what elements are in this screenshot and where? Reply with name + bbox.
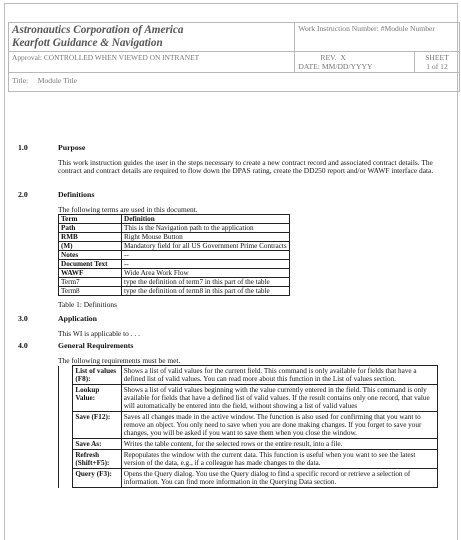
table-row	[59, 260, 290, 269]
rev-label: REV.	[320, 53, 337, 62]
requirement-desc: Writes the table content, for the selected rows or the entire result, into a file.	[121, 439, 437, 450]
table-row	[59, 439, 438, 450]
section-title: Purpose	[58, 143, 86, 152]
rev-value: X	[340, 53, 346, 62]
table-spacer	[59, 366, 73, 385]
requirement-desc: Opens the Query dialog. You use the Query dialog to find a specific record or retrieve a selection of information. You can find more information in the Querying Data section.	[121, 469, 437, 488]
requirements-table	[58, 365, 438, 488]
definition-cell: This is the Navigation path to the application	[122, 224, 290, 233]
definitions-table	[58, 214, 290, 296]
sheet-cell	[415, 52, 460, 73]
requirement-desc: Shows a list of valid values for the current field. This command is only available for fields that have a defined list of valid values. You can read more about this function in the List of values section.	[121, 366, 437, 385]
section-title: General Requirements	[58, 341, 134, 350]
term-cell: (M)	[59, 242, 122, 251]
company-cell	[9, 23, 295, 52]
title-cell	[9, 73, 460, 92]
title-label: Title:	[12, 76, 29, 85]
requirement-key: List of values (F8):	[73, 366, 121, 385]
term-cell: Document Text	[59, 260, 122, 269]
requirement-key: Save As:	[73, 439, 121, 450]
section-number: 3.0	[18, 314, 28, 323]
table-spacer	[59, 385, 73, 412]
requirement-key: Query (F3):	[73, 469, 121, 488]
table-spacer	[59, 439, 73, 450]
purpose-text: This work instruction guides the user in the steps necessary to create a new contract record and associated contract details. The contract and contract details are required to flow down the DPAS rating, create the DD250 report and/or WAWF interface data.	[58, 158, 434, 176]
title-value: Module Title	[37, 76, 78, 85]
term-cell: Term8	[59, 287, 122, 296]
table-row	[59, 233, 290, 242]
requirement-key: Refresh (Shift+F5):	[73, 450, 121, 469]
term-cell: RMB	[59, 233, 122, 242]
table-row	[59, 450, 438, 469]
application-text: This WI is applicable to . . .	[58, 329, 140, 338]
section-number: 4.0	[18, 341, 28, 350]
definition-cell: Wide Area Work Flow	[122, 269, 290, 278]
term-cell: Notes	[59, 251, 122, 260]
table-row	[59, 366, 438, 385]
table-row	[59, 412, 438, 439]
definitions-intro: The following terms are used in this document.	[58, 205, 198, 214]
definitions-caption: Table 1: Definitions	[58, 300, 118, 309]
requirement-desc: Shows a list of valid values beginning with the value currently entered in the field. This command is only available for fields that have a defined list of valid values. If the result contains only one record, that value will automatically be entered into the field, without showing a list of valid values	[121, 385, 437, 412]
requirement-desc: Saves all changes made in the active window. The function is also used for confirming that you want to remove an object. You only need to save when you are done making changes. If you forget to save your changes, you will be asked if you want to save them when you close the window.	[121, 412, 437, 439]
work-instruction-number-cell	[295, 23, 460, 52]
date-label: DATE:	[298, 62, 320, 71]
definition-cell: type the definition of term8 in this part of the table	[122, 287, 290, 296]
table-row	[59, 224, 290, 233]
definition-cell: Right Mouse Button	[122, 233, 290, 242]
table-row	[59, 269, 290, 278]
requirement-desc: Repopulates the window with the current data. This function is useful when you want to see the latest version of the data, e.g., if a colleague has made changes to the data.	[121, 450, 437, 469]
document-header	[8, 22, 460, 92]
company-name-line1: Astronautics Corporation of America	[12, 24, 184, 36]
table-row	[59, 242, 290, 251]
wi-value: #Module Number	[380, 24, 435, 33]
table-row	[59, 251, 290, 260]
section-number: 1.0	[18, 143, 28, 152]
term-cell: Term7	[59, 278, 122, 287]
approval-text: Approval: CONTROLLED WHEN VIEWED ON INTRANET	[12, 53, 200, 62]
table-header-row	[59, 215, 290, 224]
definition-cell: --	[122, 260, 290, 269]
table-spacer	[59, 469, 73, 488]
table-spacer	[59, 450, 73, 469]
sheet-label: SHEET	[425, 53, 449, 62]
approval-cell	[9, 52, 295, 73]
section-title: Application	[58, 314, 97, 323]
wi-label: Work Instruction Number:	[298, 24, 379, 33]
definition-cell: type the definition of term7 in this part of the table	[122, 278, 290, 287]
requirement-key: Lookup Value:	[73, 385, 121, 412]
term-cell: WAWF	[59, 269, 122, 278]
section-title: Definitions	[58, 190, 95, 199]
section-number: 2.0	[18, 190, 28, 199]
header-term: Term	[59, 215, 122, 224]
requirement-key: Save (F12):	[73, 412, 121, 439]
general-intro: The following requirements must be met.	[58, 356, 181, 365]
rev-date-cell	[295, 52, 415, 73]
sheet-value: 1 of 12	[426, 62, 448, 71]
table-row	[59, 385, 438, 412]
table-row	[59, 287, 290, 296]
term-cell: Path	[59, 224, 122, 233]
table-row	[59, 469, 438, 488]
definition-cell: Mandatory field for all US Government Prime Contracts	[122, 242, 290, 251]
table-spacer	[59, 412, 73, 439]
header-definition: Definition	[122, 215, 290, 224]
table-row	[59, 278, 290, 287]
company-name-line2: Kearfott Guidance & Navigation	[12, 37, 163, 49]
definition-cell: --	[122, 251, 290, 260]
date-value: MM/DD/YYYY	[321, 62, 373, 71]
